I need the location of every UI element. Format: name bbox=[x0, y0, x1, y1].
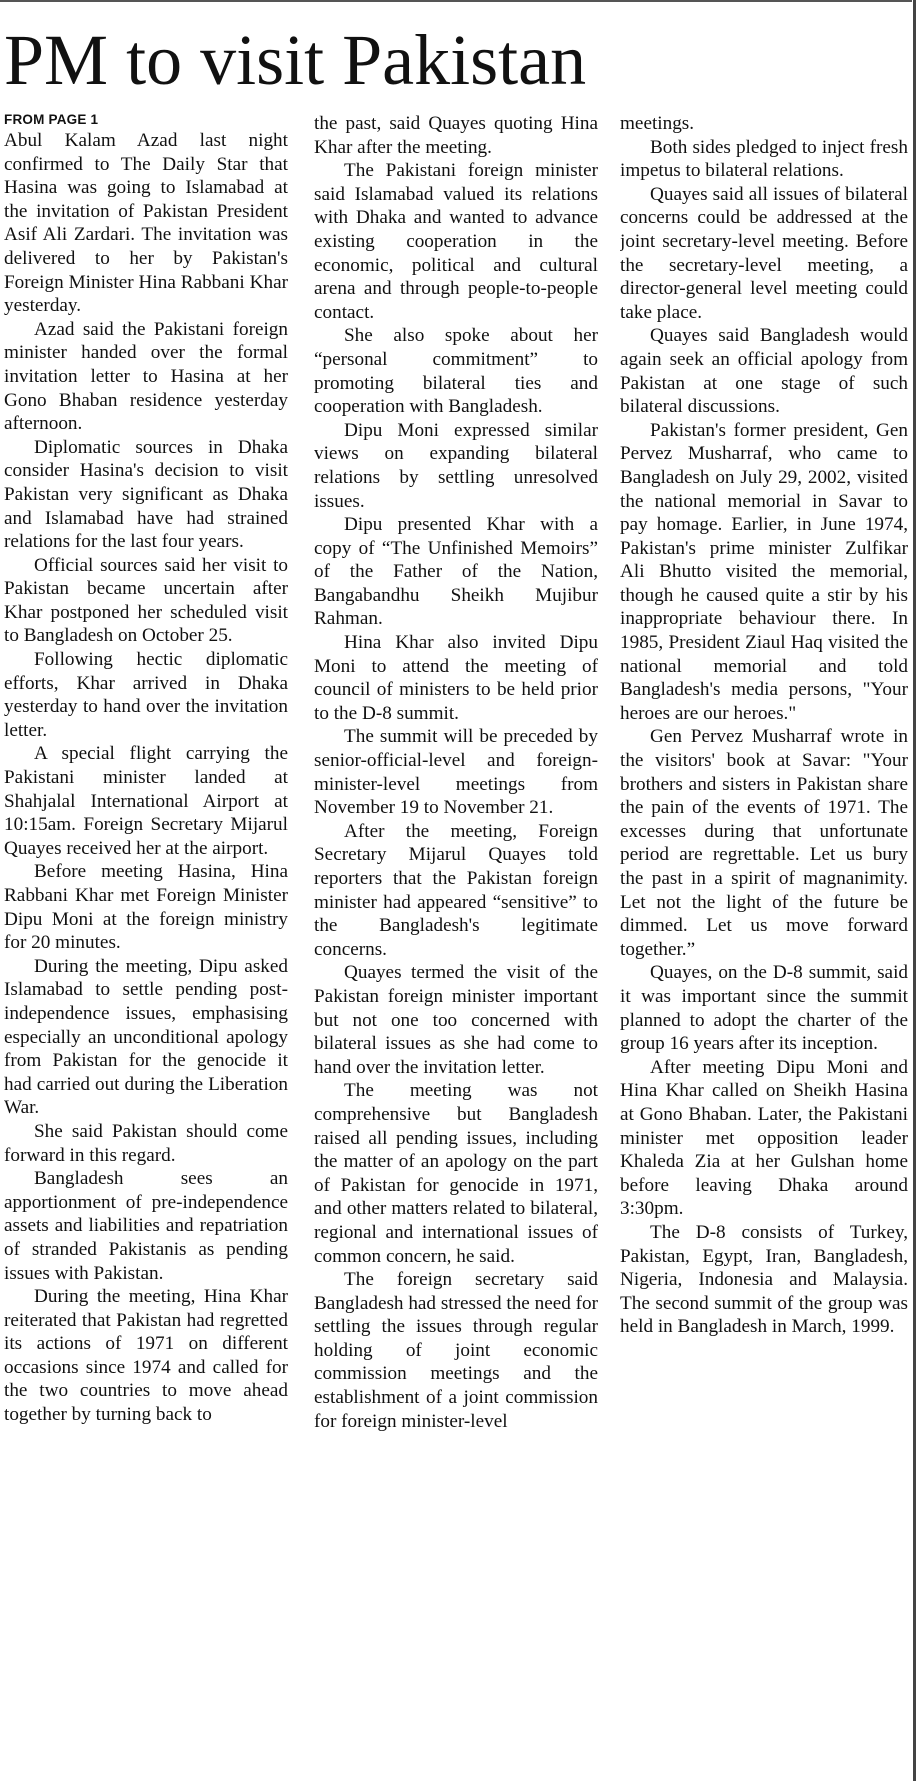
paragraph: After meeting Dipu Moni and Hina Khar called on Sheikh Hasina at Gono Bhaban. Later, the Pakistani minister met opposition leader Khaleda Zia at her Gulshan home before leaving Dhaka around 3:30pm. bbox=[620, 1056, 908, 1220]
paragraph: Hina Khar also invited Dipu Moni to attend the meeting of council of ministers to be held prior to the D-8 summit. bbox=[314, 632, 598, 724]
paragraph: The D-8 consists of Turkey, Pakistan, Egypt, Iran, Bangladesh, Nigeria, Indonesia and Malaysia. The second summit of the group was held in Bangladesh in March, 1999. bbox=[620, 1221, 908, 1338]
paragraph: Before meeting Hasina, Hina Rabbani Khar met Foreign Minister Dipu Moni at the foreign ministry for 20 minutes. bbox=[4, 861, 288, 954]
article-headline: PM to visit Pakistan bbox=[4, 20, 587, 100]
paragraph: The meeting was not comprehensive but Bangladesh raised all pending issues, including the matter of an apology on the part of Pakistan for genocide in 1971, and other matters related to bilateral, regional and international issues of common concern, he said. bbox=[314, 1080, 598, 1267]
article-column-2 bbox=[314, 112, 598, 1777]
paragraph: Quayes said Bangladesh would again seek an official apology from Pakistan at one stage of such bilateral discussions. bbox=[620, 325, 908, 418]
paragraph: Quayes said all issues of bilateral concerns could be addressed at the joint secretary-level meeting. Before the secretary-level meeting, a director-general level meeting could take place. bbox=[620, 183, 908, 323]
paragraph: She said Pakistan should come forward in this regard. bbox=[4, 1120, 288, 1166]
paragraph: The summit will be preceded by senior-official-level and foreign-minister-level meetings from November 19 to November 21. bbox=[314, 726, 598, 819]
paragraph: She also spoke about her “personal commitment” to promoting bilateral ties and cooperation with Bangladesh. bbox=[314, 325, 598, 418]
column-1-body bbox=[4, 129, 288, 1427]
paragraph: After the meeting, Foreign Secretary Mijarul Quayes told reporters that the Pakistan foreign minister had appeared “sensitive” to the Bangladesh's legitimate concerns. bbox=[314, 820, 598, 960]
paragraph: Diplomatic sources in Dhaka consider Hasina's decision to visit Pakistan very significant as Dhaka and Islamabad have had strained relations for the last four years. bbox=[4, 436, 288, 553]
paragraph: Official sources said her visit to Pakistan became uncertain after Khar postponed her scheduled visit to Bangladesh on October 25. bbox=[4, 554, 288, 647]
paragraph: The foreign secretary said Bangladesh had stressed the need for settling the issues through regular holding of joint economic commission meetings and the establishment of a joint commission for foreign minister-level bbox=[314, 1269, 598, 1432]
article-column-1 bbox=[4, 112, 288, 1777]
paragraph: Quayes, on the D-8 summit, said it was important since the summit planned to adopt the charter of the group 16 years after its inception. bbox=[620, 962, 908, 1055]
paragraph: Gen Pervez Musharraf wrote in the visitors' book at Savar: "Your brothers and sisters in Pakistan share the pain of the events of 1971. The excesses during that unfortunate period are regrettable. Let us bury the past in a spirit of magnanimity. Let not the light of the future be dimmed. Let us move forward together.” bbox=[620, 726, 908, 960]
paragraph: Azad said the Pakistani foreign minister handed over the formal invitation letter to Hasina at her Gono Bhaban residence yesterday afternoon. bbox=[4, 318, 288, 435]
column-2-body bbox=[314, 112, 598, 1433]
top-border bbox=[0, 0, 912, 2]
article-column-3 bbox=[620, 112, 908, 1777]
paragraph: Dipu presented Khar with a copy of “The Unfinished Memoirs” of the Father of the Nation, Bangabandhu Sheikh Mujibur Rahman. bbox=[314, 514, 598, 630]
paragraph: During the meeting, Dipu asked Islamabad to settle pending post-independence issues, emphasising especially an unconditional apology from Pakistan for the genocide it had carried out during the Liberation War. bbox=[4, 955, 288, 1119]
paragraph: Bangladesh sees an apportionment of pre-independence assets and liabilities and repatriation of stranded Pakistanis as pending issues with Pakistan. bbox=[4, 1168, 288, 1284]
dateline: FROM PAGE 1 bbox=[4, 112, 99, 127]
paragraph: Pakistan's former president, Gen Pervez Musharraf, who came to Bangladesh on July 29, 2002, visited the national memorial in Savar to pay homage. Earlier, in June 1974, Pakistan's prime minister Zulfikar Ali Bhutto visited the memorial, though he caused quite a stir by his inappropriate behaviour there. In 1985, President Ziaul Haq visited the national memorial and told Bangladesh's media persons, "Your heroes are our heroes." bbox=[620, 419, 908, 724]
paragraph: Dipu Moni expressed similar views on expanding bilateral relations by settling unresolved issues. bbox=[314, 419, 598, 512]
paragraph: Following hectic diplomatic efforts, Khar arrived in Dhaka yesterday to hand over the invitation letter. bbox=[4, 649, 288, 741]
paragraph: Abul Kalam Azad last night confirmed to The Daily Star that Hasina was going to Islamabad at the invitation of Pakistan President Asif Ali Zardari. The invitation was delivered to her by Pakistan's Foreign Minister Hina Rabbani Khar yesterday. bbox=[4, 130, 288, 317]
paragraph: During the meeting, Hina Khar reiterated that Pakistan had regretted its actions of 1971 on different occasions since 1974 and called for the two countries to move ahead together by turning back to bbox=[4, 1286, 288, 1426]
paragraph: meetings. bbox=[620, 113, 695, 134]
paragraph: Both sides pledged to inject fresh impetus to bilateral relations. bbox=[620, 136, 908, 182]
paragraph: Quayes termed the visit of the Pakistan foreign minister important but not one too concerned with bilateral issues as she had come to hand over the invitation letter. bbox=[314, 962, 598, 1078]
paragraph: The Pakistani foreign minister said Islamabad valued its relations with Dhaka and wanted to advance existing cooperation in the economic, political and cultural arena and through people-to-people contact. bbox=[314, 160, 598, 323]
column-3-body bbox=[620, 112, 908, 1339]
paragraph: the past, said Quayes quoting Hina Khar after the meeting. bbox=[314, 113, 598, 158]
paragraph: A special flight carrying the Pakistani minister landed at Shahjalal International Airport at 10:15am. Foreign Secretary Mijarul Quayes received her at the airport. bbox=[4, 743, 288, 859]
